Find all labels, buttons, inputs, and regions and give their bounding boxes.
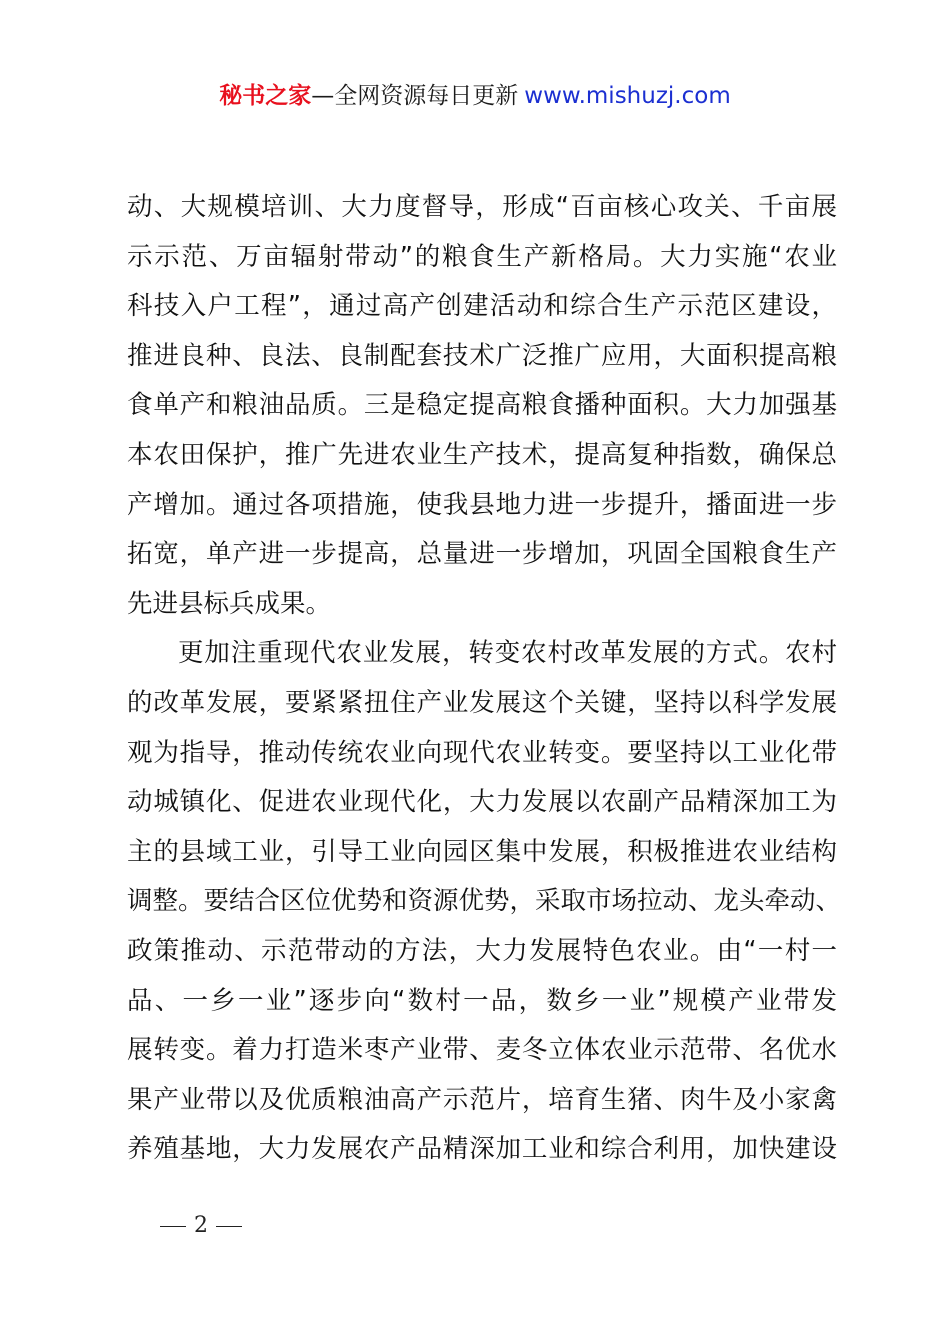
text-line: 果产业带以及优质粮油高产示范片，培育生猪、肉牛及小家禽 [127, 1084, 837, 1115]
text-line: 动城镇化、促进农业现代化，大力发展以农副产品精深加工为 [127, 787, 837, 818]
text-line: 品、一乡一业”逐步向“数村一品，数乡一业”规模产业带发 [127, 985, 837, 1016]
text-line: 观为指导，推动传统农业向现代农业转变。要坚持以工业化带 [127, 737, 837, 768]
footer-dash-left [160, 1226, 186, 1227]
paragraph-2 [127, 629, 842, 1175]
page-footer [160, 1208, 242, 1244]
text-line: 示示范、万亩辐射带动”的粮食生产新格局。大力实施“农业 [127, 241, 837, 272]
text-line: 动、大规模培训、大力度督导，形成“百亩核心攻关、千亩展 [127, 192, 837, 222]
header-tagline: —全网资源每日更新 [311, 83, 519, 109]
text-line: 展转变。着力打造米枣产业带、麦冬立体农业示范带、名优水 [127, 1035, 837, 1066]
body-text [127, 183, 842, 1175]
paragraph-1 [127, 183, 837, 629]
page-header [0, 78, 950, 114]
text-line: 食单产和粮油品质。三是稳定提高粮食播种面积。大力加强基 [127, 390, 837, 421]
text-line: 推进良种、良法、良制配套技术广泛推广应用，大面积提高粮 [127, 340, 837, 371]
header-brand: 秘书之家 [219, 83, 312, 109]
text-line: 的改革发展，要紧紧扭住产业发展这个关键，坚持以科学发展 [127, 687, 837, 718]
text-line: 拓宽，单产进一步提高，总量进一步增加，巩固全国粮食生产 [127, 539, 837, 570]
page-number: 2 [194, 1213, 208, 1238]
footer-dash-right [216, 1226, 242, 1227]
text-line: 调整。要结合区位优势和资源优势，采取市场拉动、龙头牵动、 [127, 886, 842, 917]
text-line: 主的县域工业，引导工业向园区集中发展，积极推进农业结构 [127, 836, 837, 867]
text-line: 养殖基地，大力发展农产品精深加工业和综合利用，加快建设 [127, 1134, 837, 1165]
text-line: 更加注重现代农业发展，转变农村改革发展的方式。农村 [178, 638, 837, 669]
text-line: 先进县标兵成果。 [127, 588, 332, 619]
text-line: 产增加。通过各项措施，使我县地力进一步提升，播面进一步 [127, 489, 837, 520]
text-line: 科技入户工程”，通过高产创建活动和综合生产示范区建设， [127, 291, 837, 322]
text-line: 本农田保护，推广先进农业生产技术，提高复种指数，确保总 [127, 439, 837, 470]
header-url-link[interactable]: www.mishuzj.com [524, 83, 731, 109]
text-line: 政策推动、示范带动的方法，大力发展特色农业。由“一村一 [127, 935, 837, 966]
